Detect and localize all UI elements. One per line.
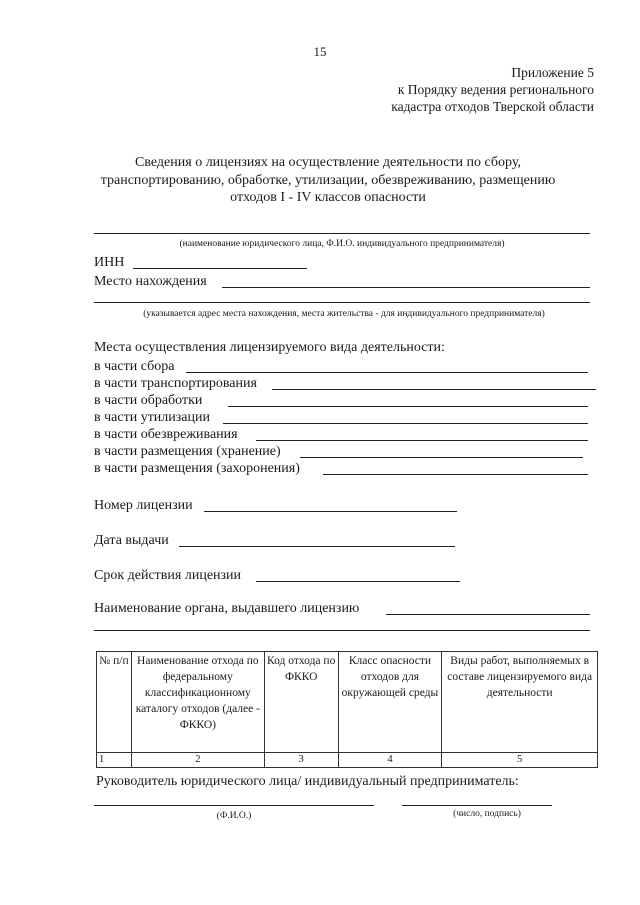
activity-processing-field[interactable] [228,406,588,407]
signature-sign-caption: (число, подпись) [453,809,521,819]
signature-heading: Руководитель юридического лица/ индивидуальный предприниматель: [96,774,519,789]
issue-date-label: Дата выдачи [94,533,169,548]
waste-table [96,651,598,768]
location-field[interactable] [222,287,590,288]
activity-burial-label: в части размещения (захоронения) [94,461,300,476]
activity-storage-field[interactable] [300,457,583,458]
signature-name-caption: (Ф.И.О.) [216,811,252,821]
annex-header [391,64,594,115]
signature-sign-field[interactable] [402,805,552,806]
issue-date-field[interactable] [179,546,455,547]
issuer-field-line-2[interactable] [94,630,590,631]
col-header-fkko-code: Код отхода по ФККО [264,652,338,753]
col-number-5: 5 [442,753,598,768]
activity-collection-field[interactable] [186,372,588,373]
annex-line-3: кадастра отходов Тверской области [391,99,594,114]
activity-burial-field[interactable] [323,474,588,475]
issuer-field[interactable] [386,614,590,615]
title-line-2: транспортированию, обработке, утилизации, обезвреживанию, размещению [100,172,556,188]
activity-processing-label: в части обработки [94,393,203,408]
location-field-line-2[interactable] [94,302,590,303]
validity-label: Срок действия лицензии [94,568,242,583]
col-number-3: 3 [264,753,338,768]
activity-transport-field[interactable] [272,389,596,390]
col-header-work-types: Виды работ, выполняемых в составе лицензируемого вида деятельности [442,652,598,753]
col-header-number: № п/п [97,652,132,753]
license-number-field[interactable] [204,511,457,512]
inn-label: ИНН [94,255,125,270]
document-title [80,154,576,207]
activity-neutralization-label: в части обезвреживания [94,427,238,442]
col-header-waste-name: Наименование отхода по федеральному классификационному каталогу отходов (далее - ФККО) [131,652,264,753]
entity-name-caption: (наименование юридического лица, Ф.И.О. индивидуального предпринимателя) [179,239,505,249]
title-line-1: Сведения о лицензиях на осуществление деятельности по сбору, [135,155,521,170]
entity-name-line[interactable] [94,233,590,234]
table-header-row [97,652,598,753]
activity-neutralization-field[interactable] [256,440,588,441]
activity-utilization-field[interactable] [223,423,588,424]
validity-field[interactable] [256,581,460,582]
activity-heading: Места осуществления лицензируемого вида деятельности: [94,340,445,355]
col-header-hazard-class: Класс опасности отходов для окружающей среды [338,652,442,753]
location-label: Место нахождения [94,274,207,289]
inn-field[interactable] [133,268,307,269]
title-line-3: отходов I - IV классов опасности [230,190,426,205]
activity-collection-label: в части сбора [94,359,175,374]
table-number-row [97,753,598,768]
col-number-1: 1 [97,753,132,768]
page-number: 15 [313,44,327,59]
license-number-label: Номер лицензии [94,498,193,513]
address-caption: (указывается адрес места нахождения, места жительства - для индивидуального предпринимателя) [143,309,545,319]
issuer-label: Наименование органа, выдавшего лицензию [94,601,360,616]
col-number-4: 4 [338,753,442,768]
col-number-2: 2 [131,753,264,768]
annex-line-1: Приложение 5 [511,65,594,80]
activity-transport-label: в части транспортирования [94,376,257,391]
activity-storage-label: в части размещения (хранение) [94,444,281,459]
signature-name-field[interactable] [94,805,374,806]
annex-line-2: к Порядку ведения регионального [397,82,594,97]
activity-utilization-label: в части утилизации [94,410,210,425]
